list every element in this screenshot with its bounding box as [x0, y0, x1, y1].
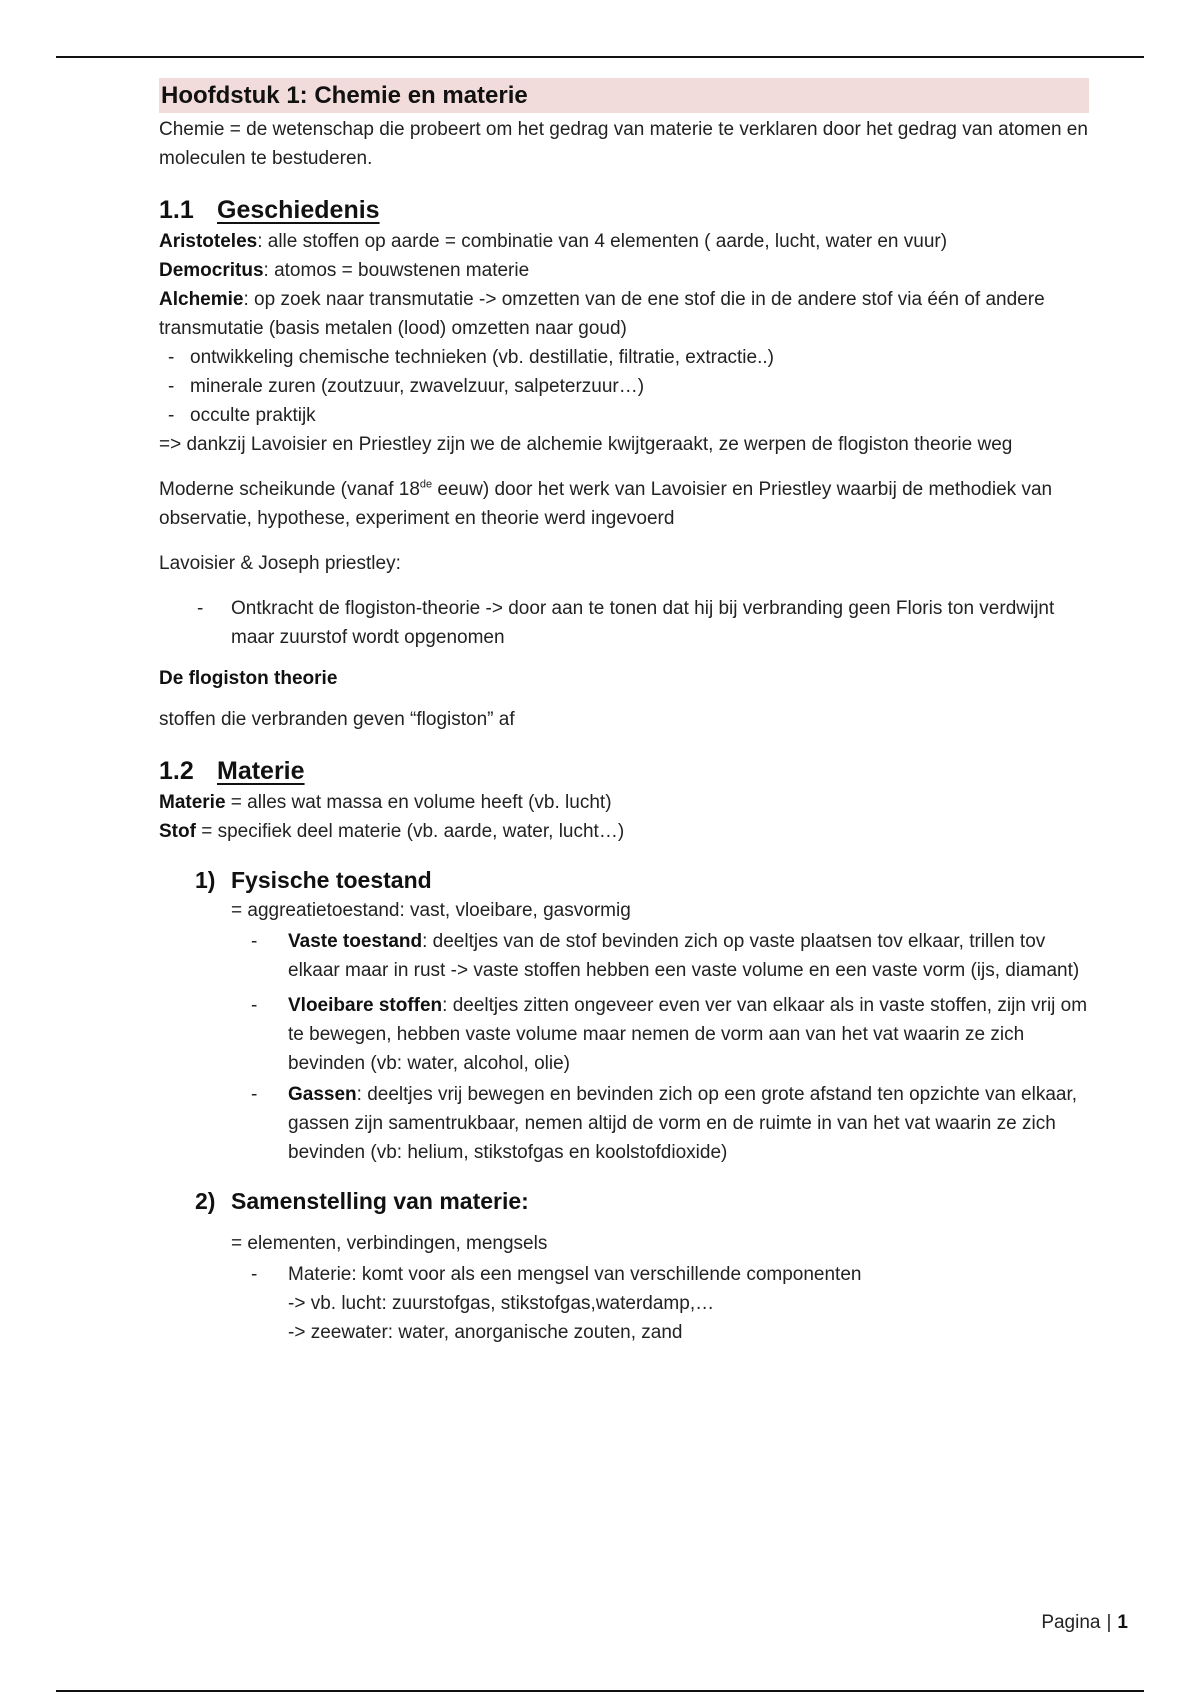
- term-vaste-toestand: Vaste toestand: [288, 931, 423, 952]
- materie-line: [159, 788, 1089, 817]
- section-title-text: Materie: [217, 757, 305, 785]
- alchemie-list: [159, 343, 1089, 430]
- list-item: [231, 1080, 1089, 1167]
- modern-text-b: eeuw) door het werk van Lavoisier en Priestley waarbij de methodiek van observatie, hypothese, experiment en theorie werd ingevoerd: [159, 479, 1053, 529]
- footer-rule: [56, 1690, 1144, 1692]
- composition-line: - Materie: komt voor als een mengsel van verschillende componenten: [288, 1264, 862, 1285]
- page-number-footer: [1041, 1612, 1128, 1634]
- composition-example-seawater: -> zeewater: water, anorganische zouten, zand: [288, 1322, 683, 1343]
- aristoteles-line: [159, 227, 1089, 256]
- chapter-intro: Chemie = de wetenschap die probeert om het gedrag van materie te verklaren door het gedrag van atomen en moleculen te bestuderen.: [159, 119, 1088, 169]
- sub-number: 1): [195, 867, 216, 893]
- fysische-definition: = aggreatietoestand: vast, vloeibare, gasvormig: [231, 900, 631, 921]
- section-title-text: Geschiedenis: [217, 196, 380, 224]
- page-number: 1: [1117, 1612, 1128, 1633]
- definition-materie: = alles wat massa en volume heeft (vb. lucht): [225, 792, 612, 813]
- term-materie: Materie: [159, 792, 226, 813]
- definition-democritus: : atomos = bouwstenen materie: [263, 260, 530, 281]
- list-item: - minerale zuren (zoutzuur, zwavelzuur, salpeterzuur…): [159, 372, 1089, 401]
- section-heading-geschiedenis: [159, 193, 1089, 227]
- sub-number: 2): [195, 1188, 216, 1214]
- superscript: de: [419, 478, 433, 491]
- definition-stof: = specifiek deel materie (vb. aarde, water, lucht…): [195, 821, 625, 842]
- subheading-fysische-toestand: [195, 864, 1089, 896]
- section-number: 1.1: [159, 196, 194, 224]
- definition-aristoteles: : alle stoffen op aarde = combinatie van 4 elementen ( aarde, lucht, water en vuur): [257, 231, 948, 252]
- alchemie-line: [159, 285, 1089, 343]
- definition-alchemie: : op zoek naar transmutatie -> omzetten van de ene stof die in de andere stof via één of andere transmutatie (basis metalen (lood) omzetten naar goud): [159, 289, 1045, 339]
- modern-text-a: Moderne scheikunde (vanaf 18: [159, 479, 420, 500]
- stof-line: [159, 817, 1089, 846]
- page-separator: |: [1106, 1612, 1112, 1633]
- composition-list: [231, 1260, 1089, 1347]
- term-alchemie: Alchemie: [159, 289, 244, 310]
- definition-text: : deeltjes van de stof bevinden zich op vaste plaatsen tov elkaar, trillen tov elkaar maar in rust -> vaste stoffen hebben een vaste volume en een vaste vorm (ijs, diamant): [288, 931, 1080, 981]
- term-gassen: Gassen: [288, 1084, 357, 1105]
- term-democritus: Democritus: [159, 260, 264, 281]
- term-aristoteles: Aristoteles: [159, 231, 258, 252]
- alchemie-conclusion: => dankzij Lavoisier en Priestley zijn we de alchemie kwijtgeraakt, ze werpen de flogiston theorie weg: [159, 434, 1013, 455]
- list-item: - occulte praktijk: [159, 401, 1089, 430]
- list-item: - Ontkracht de flogiston-theorie -> door aan te tonen dat hij bij verbranding geen Floris ton verdwijnt maar zuurstof wordt opgenomen: [159, 594, 1089, 652]
- lavoisier-label: Lavoisier & Joseph priestley:: [159, 553, 401, 574]
- list-item: [231, 927, 1089, 985]
- definition-text: : deeltjes vrij bewegen en bevinden zich op een grote afstand ten opzichte van elkaar, gassen zijn samentrukbaar, nemen altijd de vorm en de ruimte in van het vat waarin ze zich bevinden (vb: helium, stikstofgas en koolstofdioxide): [288, 1084, 1078, 1163]
- section-heading-materie: [159, 754, 1089, 788]
- state-list: [231, 927, 1089, 1167]
- flogiston-heading: De flogiston theorie: [159, 668, 338, 689]
- list-item: [231, 1260, 1089, 1347]
- sub-title-text: Fysische toestand: [231, 867, 432, 893]
- list-item: [231, 991, 1089, 1078]
- definition-text: : deeltjes zitten ongeveer even ver van elkaar als in vaste stoffen, zijn vrij om te bewegen, hebben vaste volume maar nemen de vorm aan van het vat waarin ze zich bevinden (vb: water, alcohol, olie): [288, 995, 1088, 1074]
- document-body: [159, 78, 1089, 1347]
- term-stof: Stof: [159, 821, 196, 842]
- term-vloeibare-stoffen: Vloeibare stoffen: [288, 995, 443, 1016]
- chapter-title: Hoofdstuk 1: Chemie en materie: [159, 78, 1089, 113]
- composition-example-air: -> vb. lucht: zuurstofgas, stikstofgas,waterdamp,…: [288, 1293, 715, 1314]
- subheading-samenstelling: [195, 1185, 1089, 1217]
- page-label: Pagina: [1041, 1612, 1101, 1633]
- section-number: 1.2: [159, 757, 194, 785]
- lavoisier-list: [159, 594, 1089, 652]
- modern-chemistry-paragraph: [159, 475, 1089, 533]
- samenstelling-definition: = elementen, verbindingen, mengsels: [231, 1233, 548, 1254]
- flogiston-text: stoffen die verbranden geven “flogiston” af: [159, 709, 515, 730]
- democritus-line: [159, 256, 1089, 285]
- sub-title-text: Samenstelling van materie:: [231, 1188, 529, 1214]
- header-rule: [56, 56, 1144, 58]
- list-item: - ontwikkeling chemische technieken (vb. destillatie, filtratie, extractie..): [159, 343, 1089, 372]
